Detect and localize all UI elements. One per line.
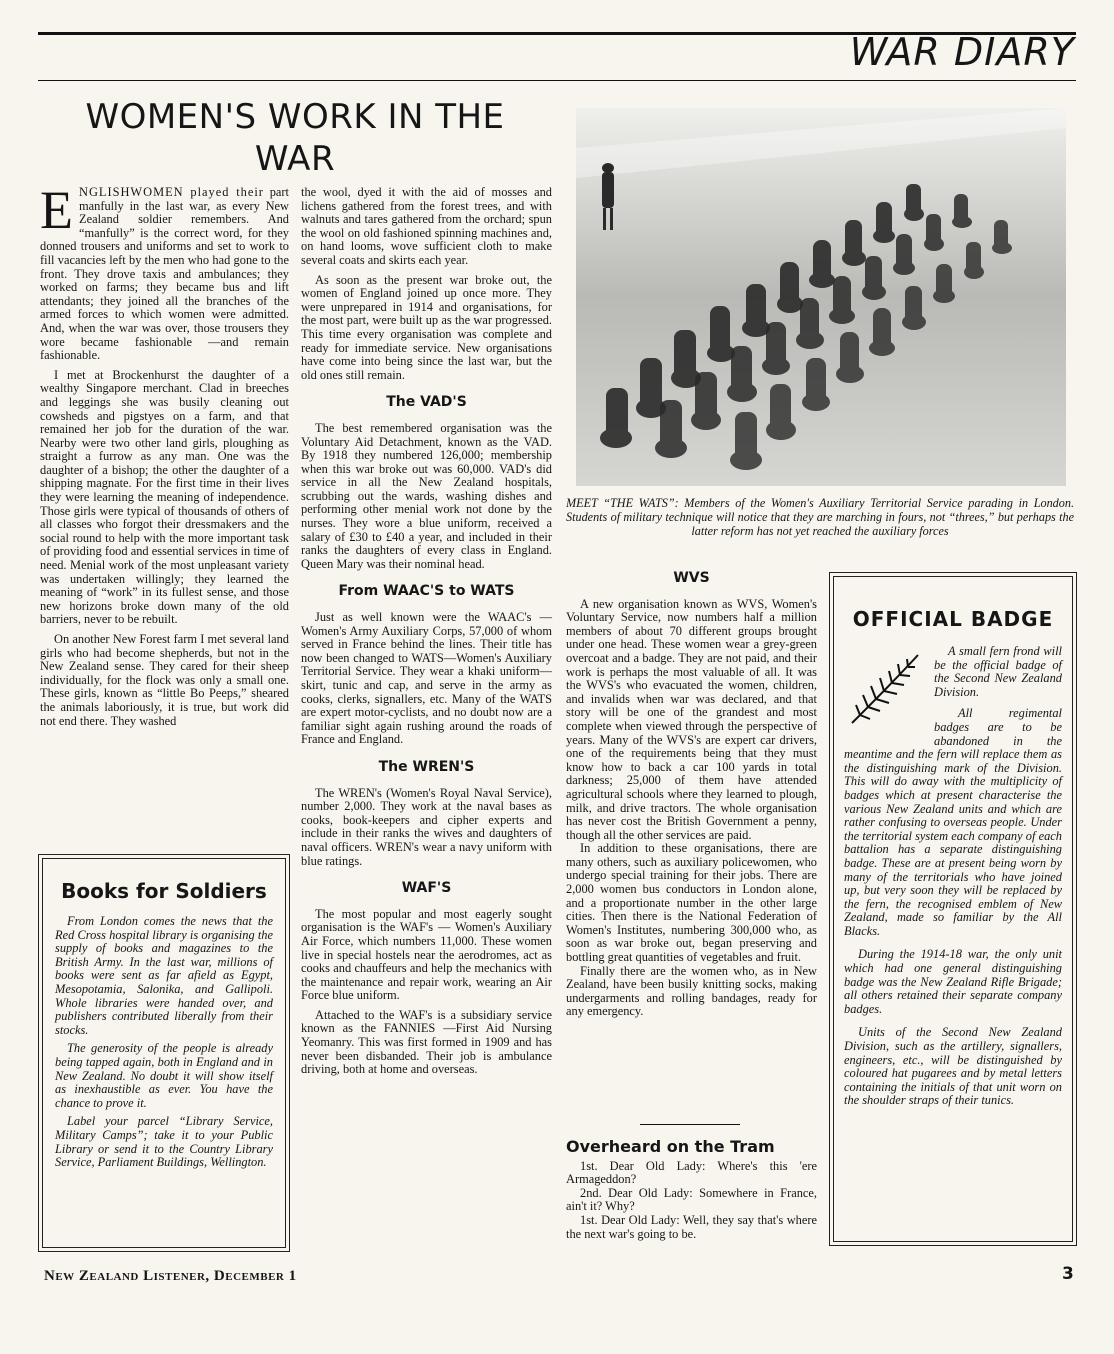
- tram-line: 1st. Dear Old Lady: Well, they say that's where the next war's going to be.: [566, 1212, 817, 1241]
- article-paragraph: Finally there are the women who, as in New Zealand, have been busily knitting socks, making undergarments and rolling bandages, ready for any emergency.: [566, 963, 817, 1019]
- badge-box-paragraph: Units of the Second New Zealand Division, such as the artillery, signallers, engineers, etc., will be distinguished by coloured hat pugarees and by metal letters containing the initials of that unit worn on the shoulder straps of their tunics.: [844, 1025, 1062, 1108]
- marching-women-illustration: [576, 108, 1066, 486]
- article-headline: WOMEN'S WORK IN THE WAR: [85, 97, 505, 179]
- publication-footer: New Zealand Listener, December 1: [44, 1268, 297, 1284]
- badge-box-paragraph: A small fern frond will be the official badge of the Second New Zealand Division.: [934, 644, 1062, 699]
- badge-box-paragraph: During the 1914-18 war, the only unit which had one general distinguishing badge was the New Zealand Rifle Brigade; all others retained their separate company badges.: [844, 947, 1062, 1016]
- books-box-paragraph: From London comes the news that the Red Cross hospital library is organising the supply of books and magazines to the British Army. In the last war, millions of books were sent as far afield as Egypt, Mesopotamia, Salonika, and Gallipoli. Whole libraries were handed over, and publishers contributed liberally from their stocks.: [55, 914, 273, 1037]
- books-box-paragraph: Label your parcel “Library Service, Military Camps”; take it to your Public Library or send it to the Country Library Service, Parliament Buildings, Wellington.: [55, 1114, 273, 1170]
- article-paragraph: Just as well known were the WAAC's —Women's Army Auxiliary Corps, 57,000 of whom served in France behind the lines. Their title has now been changed to WATS—Women's Auxiliary Territorial Service. They wear a khaki uniform—skirt, tunic and cap, and serve in the army as cooks, clerks, signallers, etc. Many of the WATS are expert motor-cyclists, and no doubt now are a familiar sight again rushing around the roads of France and England.: [301, 610, 552, 747]
- article-paragraph: Attached to the WAF's is a subsidiary service known as the FANNIES —First Aid Nursing Yeomanry. This was first formed in 1909 and has never been disbanded. Their job is ambulance driving, both at home and overseas.: [301, 1007, 552, 1077]
- article-paragraph: On another New Forest farm I met several land girls who had become shepherds, but not in the New Zealand sense. They cared for their sheep individually, for the flock was only a small one. These girls, known as “little Bo Peeps,” sheared the animals laboriously, it is true, but work did not end there. They washed: [40, 632, 289, 728]
- article-paragraph: The best remembered organisation was the Voluntary Aid Detachment, known as the VAD. By 1918 they numbered 126,000; membership when this war broke out was 60,000. VAD's did service in all the New Zealand hospitals, scrubbing out the wards, washing dishes and performing other menial work not done by the nurses. They wore a blue uniform, received a salary of £30 to £40 a year, and included in their ranks the daughters of every class in England. Queen Mary was their nominal head.: [301, 420, 552, 571]
- tram-line: 2nd. Dear Old Lady: Somewhere in France, ain't it? Why?: [566, 1185, 817, 1214]
- section-divider: [640, 1124, 740, 1125]
- article-paragraph: As soon as the present war broke out, the women of England joined up once more. They were unprepared in 1914 and organisations, for the most part, were built up as the war progressed. This time every organisation was complete and ready for immediate service. New organisations have come into being since the last war, but the old ones still remain.: [301, 272, 552, 382]
- subhead-waacs: From WAAC'S to WATS: [338, 583, 515, 600]
- drop-cap: E: [40, 180, 73, 240]
- badge-box-title: OFFICIAL BADGE: [852, 607, 1054, 631]
- fern-icon: [846, 649, 926, 733]
- article-paragraph: the wool, dyed it with the aid of mosses and lichens gathered from the forest trees, and with walnuts and tares gathered from the orchard; spun the wool on old fashioned spinning machines and, on hand looms, wove sufficient cloth to make several coats and skirts each year.: [301, 185, 552, 267]
- subhead-wafs: WAF'S: [401, 880, 452, 897]
- article-intro: part manfully in the last war, as every New Zealand soldier remembers. And “manfully” is the correct word, for they donned trousers and uniforms and set to work to fill vacancies left by the men who had gone to the front. They drove taxis and ambulances; they worked on farms; they became bus and lift attendants; they joined all the branches of the armed forces to which women were admitted. And, when the war was over, those trousers they wore became fashionable —and remain fashionable.: [40, 185, 289, 363]
- tram-section: [566, 1137, 817, 1241]
- article-paragraph: I met at Brockenhurst the daughter of a wealthy Singapore merchant. Clad in breeches and leggings she was busily cleaning out cowsheds and pigstyes on a farm, and that remained her job for the duration of the war. Nearby were two other land girls, ploughing as straight a furrow as any man. One was the daughter of a bishop; the other the daughter of a shipping magnate. For the first time in their lives they were learning the meaning of independence. Those girls were typical of thousands of others of all classes who forgot their dressmakers and the social round to help with the more important task of providing food and essential services in time of need. Menial work of the most unpleasant variety was undertaken willingly; they learned the meaning of “work” in its fullest sense, and those new horizons broke down many of the old barriers, never to be rebuilt.: [40, 367, 289, 627]
- books-box-paragraph: The generosity of the people is already being tapped again, both in England and in New Zealand. No doubt it will show itself as inexhaustible as ever. You have the chance to prove it.: [55, 1041, 273, 1110]
- article-paragraph: The most popular and most eagerly sought organisation is the WAF's — Women's Auxiliary Air Force, which numbers 11,000. These women live in special hostels near the aerodromes, act as cooks and chauffeurs and help the mechanics with the maintenance and repair work, wearing an Air Force blue uniform.: [301, 906, 552, 1003]
- photo-caption: MEET “THE WATS”: Members of the Women's Auxiliary Territorial Service parading in London. Students of military technique will notice that they are marching in fours, not “threes,” but perhaps the latter reform has not yet reached the auxiliary forces: [566, 496, 1074, 538]
- books-box-title: Books for Soldiers: [61, 879, 267, 903]
- masthead-rule: [38, 80, 1076, 81]
- subhead-vads: The VAD'S: [386, 394, 467, 411]
- wats-parade-photo: [576, 108, 1066, 486]
- tram-line: 1st. Dear Old Lady: Where's this 'ere Armageddon?: [566, 1158, 817, 1187]
- article-column-1: [40, 180, 289, 728]
- article-column-3: [566, 566, 817, 1019]
- books-for-soldiers-box: [42, 858, 286, 1248]
- article-column-2: [301, 186, 552, 1077]
- tram-title: Overheard on the Tram: [566, 1137, 775, 1156]
- badge-box-paragraph: All regimental badges are to be abandoned in the meantime and the fern will replace them as the distinguishing mark of the Division. This will do away with the multiplicity of badges which at present characterise the various New Zealand units and which are rather confusing to overseas people. Under the territorial system each company of each battalion has a separate distinguishing badge. These are at present being worn by many of the territorials who have joined up, but very soon they will be replaced by the fern, the recognised emblem of New Zealand, made so familiar by the All Blacks.: [844, 706, 1062, 938]
- article-first-line: NGLISHWOMEN played their: [79, 185, 264, 199]
- article-paragraph: A new organisation known as WVS, Women's Voluntary Service, now numbers half a million members of about 70 different groups brought under one head. These women wear a grey-green overcoat and a badge. They are not paid, and their work is perhaps the most valuable of all. It was the WVS's who evacuated the women, children, and invalids when war was declared, and that story will be one of the grandest and most complete when viewed through the perspective of years. Many of the WVS's are expert car drivers, one of the requirements being that they must know how to back a car 100 yards in total darkness; 25,000 of them have attended agricultural schools where they learned to plough, milk, and drive tractors. The whole organisation has never cost the British Government a penny, though all the other services are paid.: [566, 596, 817, 842]
- subhead-wvs: WVS: [673, 570, 710, 586]
- article-paragraph: The WREN's (Women's Royal Naval Service), number 2,000. They work at the naval bases as cooks, book-keepers and cipher experts and include in their ranks the wives and daughters of naval officers. WREN's wear a navy uniform with blue ratings.: [301, 785, 552, 868]
- subhead-wrens: The WREN'S: [378, 758, 475, 775]
- article-paragraph: In addition to these organisations, there are many others, such as auxiliary policewomen, who undergo special training for their jobs. There are 2,000 women bus conductors in London alone, and a proportionate number in the other large cities. Then there is the National Federation of Women's Institutes, numbering 300,000 who, as soon as war broke out, began preserving and bottling great quantities of vegetables and fruit.: [566, 841, 817, 965]
- page-number: 3: [1062, 1264, 1074, 1284]
- masthead: WAR DIARY: [849, 30, 1075, 74]
- official-badge-box: [833, 576, 1073, 1242]
